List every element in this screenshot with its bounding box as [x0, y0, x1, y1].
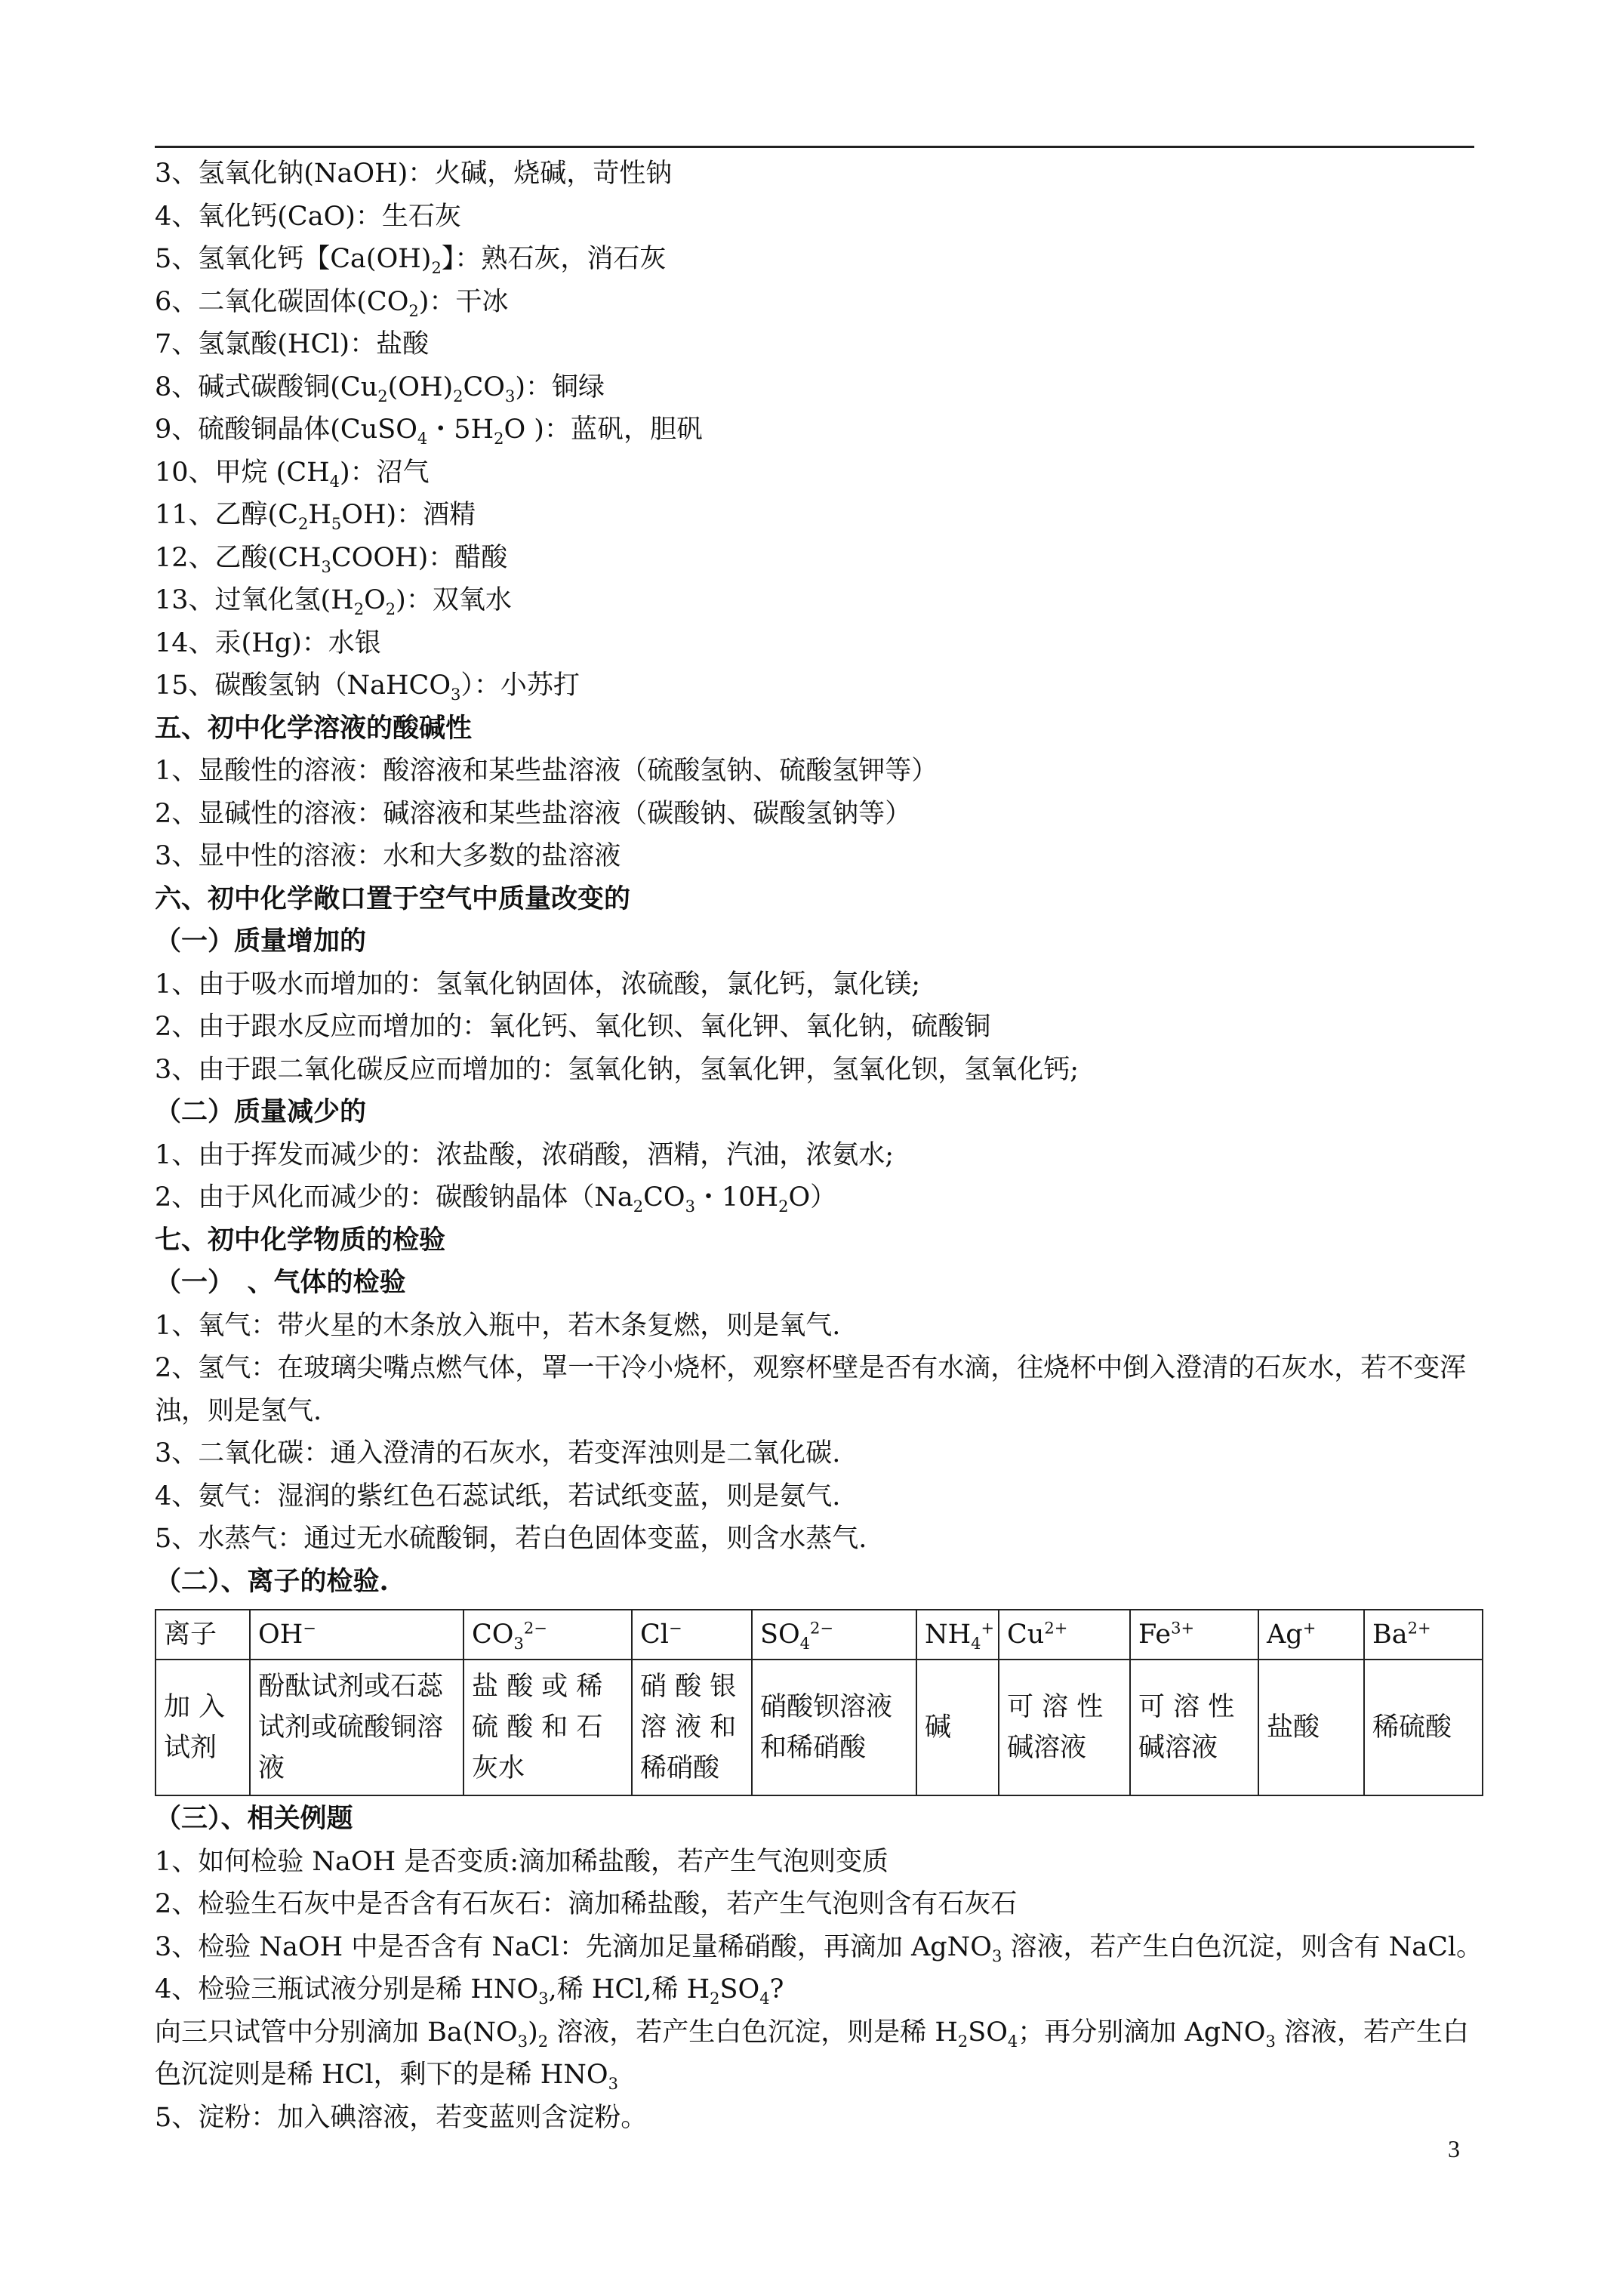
- alias-line-13: 13、过氧化氢$(H_2O_2)$：双氧水: [155, 585, 512, 618]
- section-7-heading: 七、初中化学物质的检验: [155, 1224, 446, 1256]
- section-6-heading: 六、初中化学敞口置于空气中质量改变的: [155, 883, 631, 914]
- ion-test-table: [155, 1609, 1483, 1796]
- ion-cell-ag: Ag+: [1258, 1610, 1364, 1660]
- page-number: 3: [1448, 2135, 1460, 2162]
- ion-cell-so4: $SO_4^{2-}$: [752, 1610, 916, 1660]
- alias-line-12: 12、乙酸$(CH_3COOH)$：醋酸: [155, 542, 508, 576]
- ion-test-heading: （二）、离子的检验.: [155, 1565, 389, 1597]
- section-6-item: 3、由于跟二氧化碳反应而增加的：氢氧化钠，氢氧化钾，氢氧化钡，氢氧化钙;: [155, 1054, 1079, 1085]
- alias-line-11: 11、乙醇$(C_2H_5OH)$：酒精: [155, 500, 476, 533]
- alias-line-15: 15、碳酸氢钠（NaHCO$_3$）：小苏打: [155, 670, 580, 704]
- gas-test-item: 5、水蒸气：通过无水硫酸铜，若白色固体变蓝，则含水蒸气.: [155, 1524, 867, 1554]
- reagent-cell: 酚酞试剂或石蕊试剂或硫酸铜溶液: [250, 1660, 463, 1795]
- examples-heading: （三）、相关例题: [155, 1803, 353, 1834]
- example-item: 2、检验生石灰中是否含有石灰石：滴加稀盐酸，若产生气泡则含有石灰石: [155, 1889, 1018, 1919]
- ion-cell-oh: OH−: [250, 1610, 463, 1660]
- example-answer: 向三只试管中分别滴加 $Ba(NO_3)_2$ 溶液，若产生白色沉淀，则是稀 $H_2SO_4$；再分别滴加 AgNO$_3$ 溶液，若产生白色沉淀则是稀 HCl，剩下的是稀 $HNO_3$: [155, 2017, 1469, 2093]
- section-6-item: 1、由于吸水而增加的：氢氧化钠固体，浓硫酸，氯化钙，氯化镁;: [155, 969, 921, 1000]
- reagent-cell: 盐 酸 或 稀 硫 酸 和 石 灰水: [463, 1660, 632, 1795]
- ion-cell-co3: $CO_3^{2-}$: [463, 1610, 632, 1660]
- alias-line-6: 6、二氧化碳固体$(CO_2)$：干冰: [155, 286, 509, 320]
- document-body: [155, 153, 1483, 2139]
- ion-cell-cl: Cl−: [632, 1610, 752, 1660]
- alias-line-7: 7、氢氯酸(HCl)：盐酸: [155, 329, 430, 359]
- reagent-cell: 盐酸: [1258, 1660, 1364, 1795]
- section-6-item: 2、由于风化而减少的：碳酸钠晶体（$Na_2CO_3$・$10H_2O$）: [155, 1182, 837, 1216]
- section-5-item: 2、显碱性的溶液：碱溶液和某些盐溶液（碳酸钠、碳酸氢钠等）: [155, 798, 912, 829]
- example-item: 5、淀粉：加入碘溶液，若变蓝则含淀粉。: [155, 2102, 648, 2133]
- section-5-item: 1、显酸性的溶液：酸溶液和某些盐溶液（硫酸氢钠、硫酸氢钾等）: [155, 756, 938, 786]
- section-6-subheading-decrease: （二）质量减少的: [155, 1096, 367, 1127]
- section-6-item: 1、由于挥发而减少的：浓盐酸，浓硝酸，酒精，汽油，浓氨水;: [155, 1139, 895, 1170]
- ion-cell-ba: $Ba^{2+}$: [1364, 1610, 1483, 1660]
- gas-test-item: 1、氧气：带火星的木条放入瓶中，若木条复燃，则是氧气.: [155, 1310, 841, 1341]
- ion-cell-nh4: $NH_4^+$: [916, 1610, 999, 1660]
- example-item: 1、如何检验 NaOH 是否变质:滴加稀盐酸，若产生气泡则变质: [155, 1846, 889, 1877]
- reagent-cell: 硝酸钡溶液和稀硝酸: [752, 1660, 916, 1795]
- reagent-cell: 碱: [916, 1660, 999, 1795]
- alias-line-9: 9、硫酸铜晶体(CuSO$_4$・$5H_2O$ )：蓝矾，胆矾: [155, 415, 703, 448]
- alias-line-14: 14、汞(Hg)：水银: [155, 627, 381, 658]
- section-5-heading: 五、初中化学溶液的酸碱性: [155, 712, 473, 744]
- alias-line-8: 8、碱式碳酸铜$(Cu_2(OH)_2CO_3)$：铜绿: [155, 371, 605, 405]
- gas-test-item: 4、氨气：湿润的紫红色石蕊试纸，若试纸变蓝，则是氨气.: [155, 1481, 841, 1512]
- alias-line-4: 4、氧化钙(CaO)：生石灰: [155, 201, 461, 232]
- example-item: 4、检验三瓶试液分别是稀 $HNO_3$,稀 HCl,稀 $H_2SO_4$?: [155, 1974, 784, 2008]
- reagent-cell: 可 溶 性 碱溶液: [1130, 1660, 1258, 1795]
- example-item: 3、检验 NaOH 中是否含有 NaCl：先滴加足量稀硝酸，再滴加 AgNO$_3$ 溶液，若产生白色沉淀，则含有 NaCl。: [155, 1931, 1483, 1965]
- reagent-cell: 硝 酸 银 溶 液 和 稀硝酸: [632, 1660, 752, 1795]
- alias-line-10: 10、甲烷 $(CH_4)$：沼气: [155, 457, 430, 491]
- ion-header-label: 离子: [156, 1610, 250, 1660]
- reagent-cell: 可 溶 性 碱溶液: [999, 1660, 1130, 1795]
- section-5-item: 3、显中性的溶液：水和大多数的盐溶液: [155, 841, 621, 871]
- header-rule: [155, 146, 1474, 148]
- ion-cell-fe: $Fe^{3+}$: [1130, 1610, 1258, 1660]
- section-6-item: 2、由于跟水反应而增加的：氧化钙、氧化钡、氧化钾、氧化钠，硫酸铜: [155, 1012, 991, 1042]
- gas-test-item: 3、二氧化碳：通入澄清的石灰水，若变浑浊则是二氧化碳.: [155, 1438, 841, 1469]
- ion-cell-cu: $Cu^{2+}$: [999, 1610, 1130, 1660]
- reagent-row-label: 加 入 试剂: [156, 1660, 250, 1795]
- alias-line-3: 3、氢氧化钠(NaOH)：火碱，烧碱，苛性钠: [155, 159, 673, 189]
- alias-line-5: 5、氢氧化钙【$Ca(OH)_2$】：熟石灰，消石灰: [155, 244, 667, 277]
- gas-test-heading: （一） 、气体的检验: [155, 1267, 406, 1298]
- gas-test-item: 2、氢气：在玻璃尖嘴点燃气体，罩一干冷小烧杯，观察杯壁是否有水滴，往烧杯中倒入澄清的石灰水，若不变浑浊，则是氢气.: [155, 1353, 1467, 1426]
- reagent-cell: 稀硫酸: [1364, 1660, 1483, 1795]
- section-6-subheading-increase: （一）质量增加的: [155, 926, 367, 957]
